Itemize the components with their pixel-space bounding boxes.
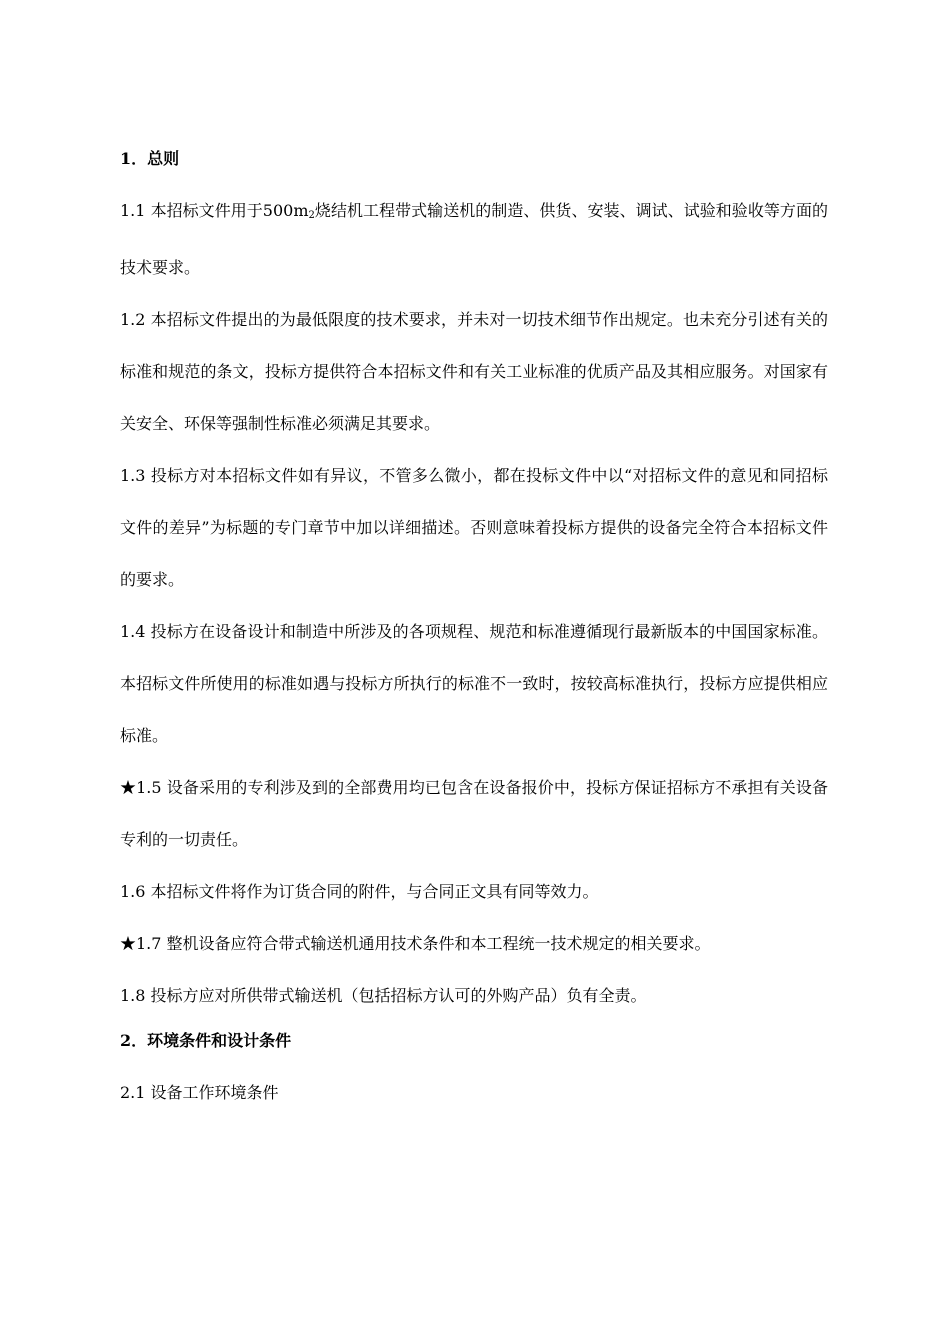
- paragraph-1-1: [120, 185, 828, 294]
- paragraph-1-5: ★1.5 设备采用的专利涉及到的全部费用均已包含在设备报价中，投标方保证招标方不承担有关设备专利的一切责任。: [120, 778, 828, 849]
- paragraph-1-6: 1.6 本招标文件将作为订货合同的附件，与合同正文具有同等效力。: [120, 882, 599, 901]
- paragraph-1-1-prefix: 1.1 本招标文件用于500m: [120, 201, 309, 220]
- document-body: [120, 140, 828, 1119]
- paragraph-1-8: 1.8 投标方应对所供带式输送机（包括招标方认可的外购产品）负有全责。: [120, 986, 647, 1005]
- paragraph-1-1-subscript: 2: [308, 210, 315, 221]
- paragraph-1-7: ★1.7 整机设备应符合带式输送机通用技术条件和本工程统一技术规定的相关要求。: [120, 934, 711, 953]
- paragraph-1-1-suffix: 烧结机工程带式输送机的制造、供货、安装、调试、试验和验收等方面的技术要求。: [120, 201, 828, 277]
- paragraph-1-4: 1.4 投标方在设备设计和制造中所涉及的各项规程、规范和标准遵循现行最新版本的中国国家标准。本招标文件所使用的标准如遇与投标方所执行的标准不一致时，按较高标准执行，投标方应提供相应标准。: [120, 622, 828, 745]
- paragraph-1-3: 1.3 投标方对本招标文件如有异议，不管多么微小，都在投标文件中以“对招标文件的意见和同招标文件的差异”为标题的专门章节中加以详细描述。否则意味着投标方提供的设备完全符合本招标文件的要求。: [120, 466, 828, 589]
- paragraph-2-1: 2.1 设备工作环境条件: [120, 1083, 279, 1102]
- section-1-heading: 1．总则: [120, 149, 180, 168]
- section-2-heading: 2．环境条件和设计条件: [120, 1031, 292, 1050]
- paragraph-1-2: 1.2 本招标文件提出的为最低限度的技术要求，并未对一切技术细节作出规定。也未充分引述有关的标准和规范的条文，投标方提供符合本招标文件和有关工业标准的优质产品及其相应服务。对国家有关安全、环保等强制性标准必须满足其要求。: [120, 310, 828, 433]
